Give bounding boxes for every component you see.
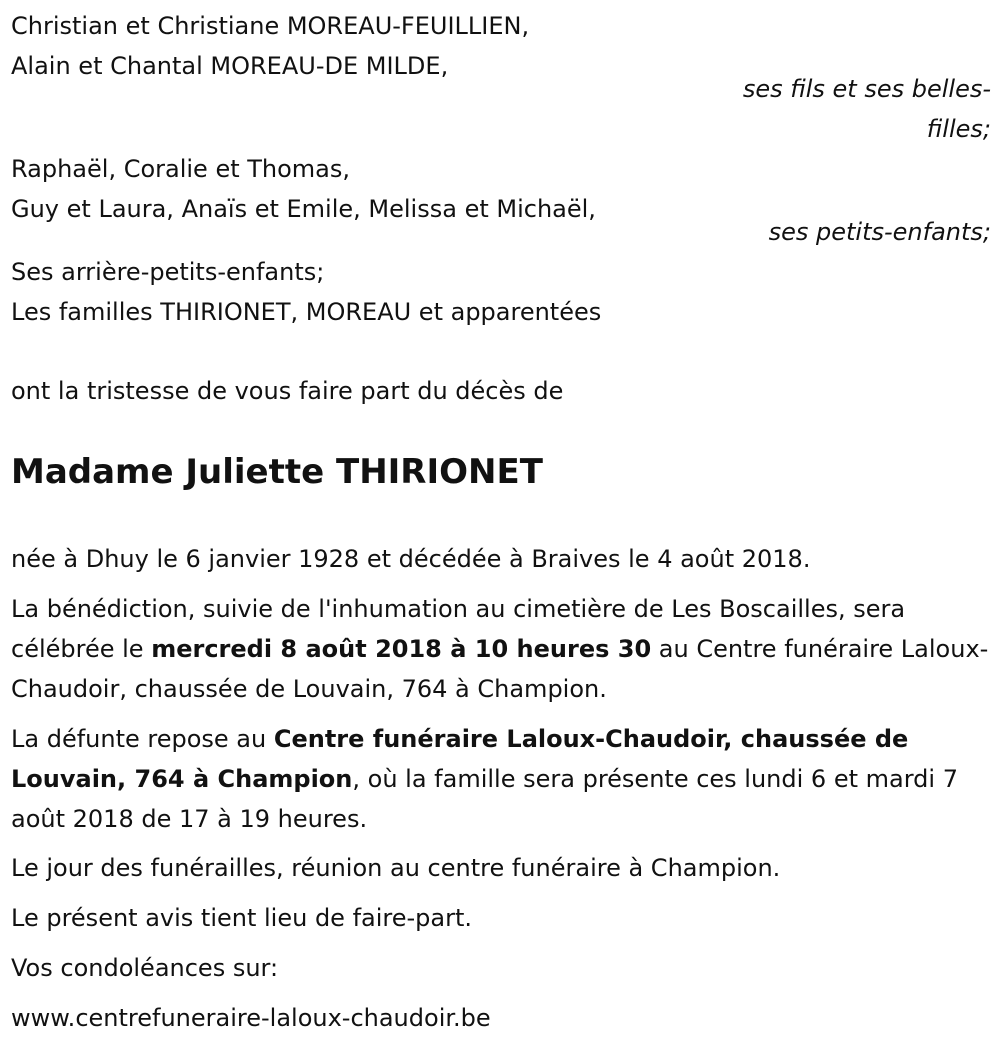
great-grandchildren-line: Ses arrière-petits-enfants;: [11, 258, 325, 286]
families-line: Les familles THIRIONET, MOREAU et apparentées: [11, 298, 602, 326]
grandchildren-line-1: Raphaël, Coralie et Thomas,: [11, 155, 351, 183]
sons-role-line-2: filles;: [926, 115, 991, 143]
condolences-label: Vos condoléances sur:: [11, 954, 279, 982]
repose-prefix: La défunte repose au: [11, 725, 274, 753]
grandchildren-line-2: Guy et Laura, Anaïs et Emile, Melissa et Michaël,: [11, 195, 596, 223]
funeral-day-paragraph: Le jour des funérailles, réunion au centre funéraire à Champion.: [11, 854, 781, 882]
repose-place: Centre funéraire Laloux-Chaudoir, chaussée de Louvain, 764 à Champion: [11, 725, 909, 793]
ceremony-prefix: La bénédiction, suivie de l'inhumation au cimetière de Les Boscailles, sera célébrée le: [11, 595, 906, 663]
repose-suffix: , où la famille sera présente ces lundi 6 et mardi 7 août 2018 de 17 à 19 heures.: [11, 765, 958, 833]
sons-line-2: Alain et Chantal MOREAU-DE MILDE,: [11, 52, 449, 80]
deceased-name: Madame Juliette THIRIONET: [11, 452, 543, 492]
ceremony-paragraph: [11, 589, 996, 709]
website-text: www.centrefuneraire-laloux-chaudoir.be: [11, 1004, 491, 1032]
birth-death-paragraph: née à Dhuy le 6 janvier 1928 et décédée à Braives le 4 août 2018.: [11, 545, 811, 573]
announcement-line: ont la tristesse de vous faire part du décès de: [11, 377, 564, 405]
ceremony-suffix: au Centre funéraire Laloux-Chaudoir, chaussée de Louvain, 764 à Champion.: [11, 635, 989, 703]
grandchildren-role: ses petits-enfants;: [768, 218, 991, 246]
sons-role-line-1: ses fils et ses belles-: [742, 75, 991, 103]
ceremony-date: mercredi 8 août 2018 à 10 heures 30: [151, 635, 652, 663]
sons-line-1: Christian et Christiane MOREAU-FEUILLIEN,: [11, 12, 530, 40]
repose-paragraph: [11, 719, 996, 839]
notice-paragraph: Le présent avis tient lieu de faire-part.: [11, 904, 473, 932]
